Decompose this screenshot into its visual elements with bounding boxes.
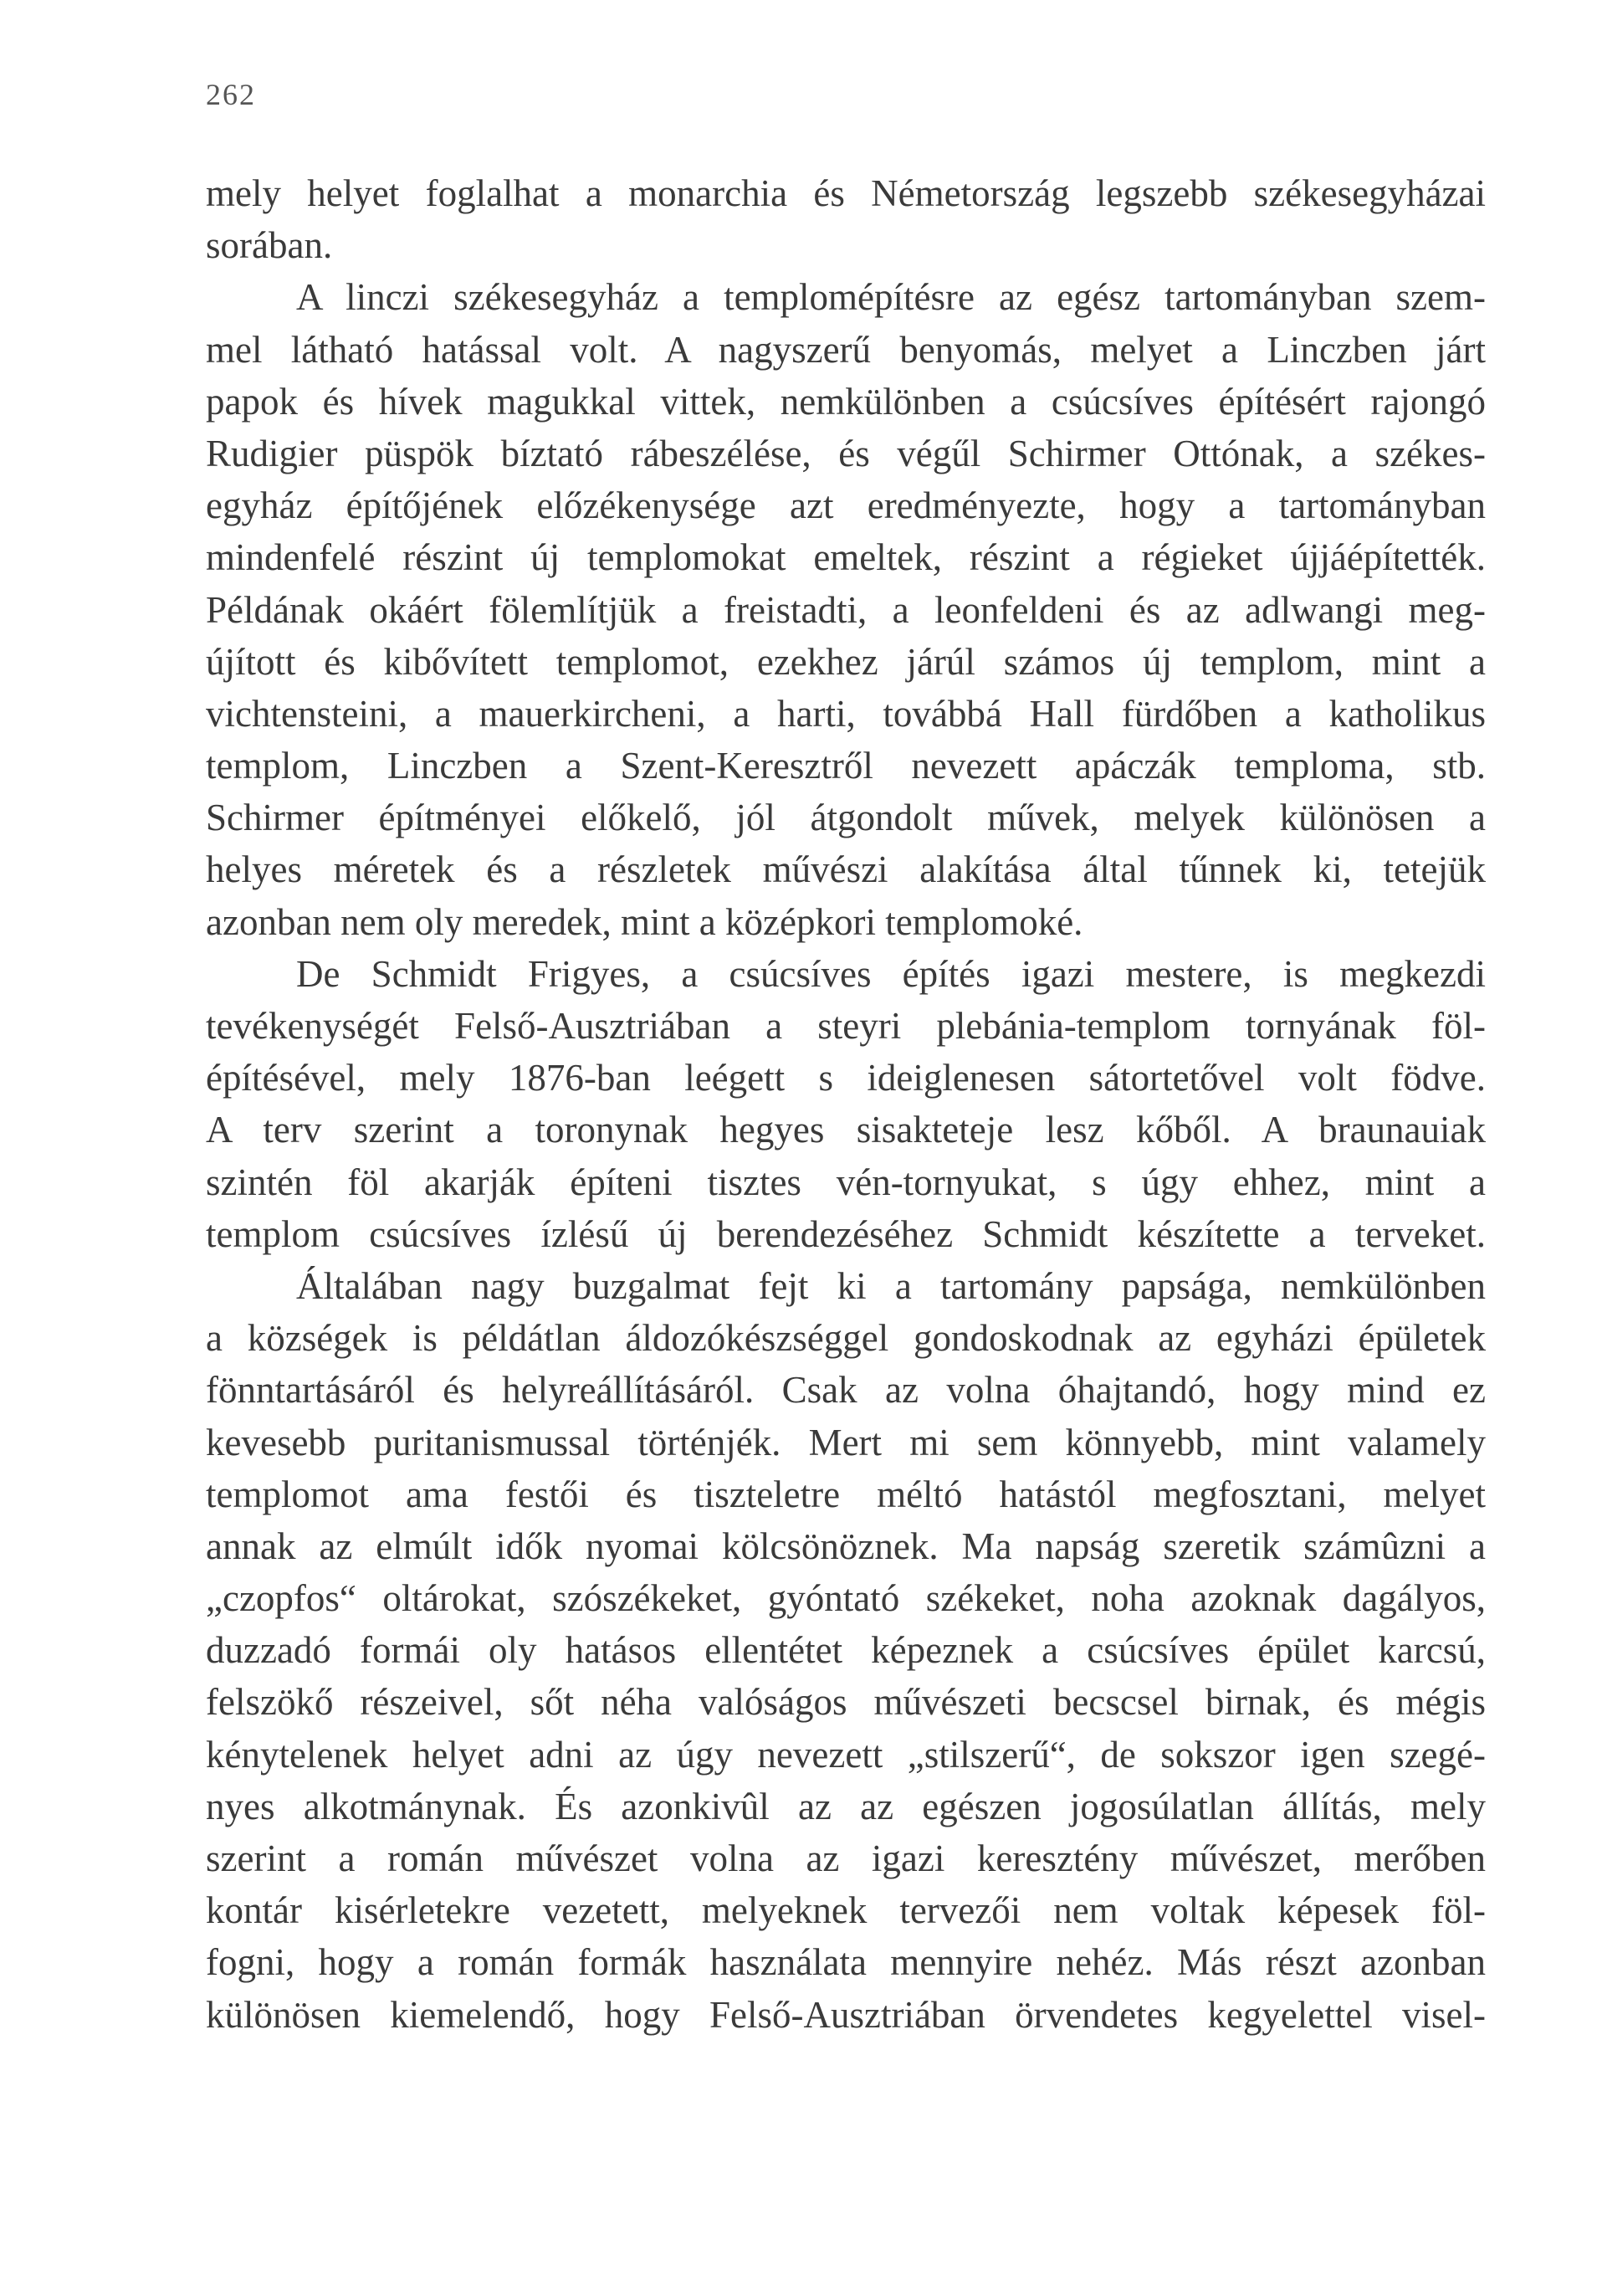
text-line: mely helyet foglalhat a monarchia és Németország legszebb székesegyházai: [206, 172, 1486, 214]
text-line: kénytelenek helyet adni az úgy nevezett „stilszerű“, de sokszor igen szegé-: [206, 1733, 1486, 1776]
text-line: vichtensteini, a mauerkircheni, a harti, továbbá Hall fürdőben a katholikus: [206, 692, 1486, 735]
text-line: kevesebb puritanismussal történjék. Mert mi sem könnyebb, mint valamely: [206, 1421, 1486, 1463]
text-line: újított és kibővített templomot, ezekhez járúl számos új templom, mint a: [206, 640, 1486, 683]
text-line: templom csúcsíves ízlésű új berendezéséhez Schmidt készítette a terveket.: [206, 1212, 1486, 1255]
text-line: Rudigier püspök bíztató rábeszélése, és végűl Schirmer Ottónak, a székes-: [206, 432, 1486, 474]
text-line: egyház építőjének előzékenysége azt eredményezte, hogy a tartományban: [206, 484, 1486, 527]
text-line: azonban nem oly meredek, mint a középkori templomoké.: [206, 900, 1083, 943]
text-line: sorában.: [206, 224, 333, 267]
text-line: fogni, hogy a román formák használata mennyire nehéz. Más részt azonban: [206, 1941, 1486, 1984]
body-text: [206, 167, 1486, 2041]
text-line: a községek is példátlan áldozókészséggel gondoskodnak az egyházi épületek: [206, 1317, 1486, 1360]
text-line: Schirmer építményei előkelő, jól átgondolt művek, melyek különösen a: [206, 797, 1486, 839]
text-line: építésével, mely 1876-ban leégett s ideiglenesen sátortetővel volt födve.: [206, 1057, 1486, 1099]
text-line: „czopfos“ oltárokat, szószékeket, gyóntató székeket, noha azoknak dagályos,: [206, 1577, 1486, 1620]
text-line: szintén föl akarják építeni tisztes vén-tornyukat, s úgy ehhez, mint a: [206, 1161, 1486, 1203]
page-number: 262: [206, 78, 256, 111]
text-line: nyes alkotmánynak. És azonkivûl az az egészen jogosúlatlan állítás, mely: [206, 1785, 1486, 1827]
text-line: De Schmidt Frigyes, a csúcsíves építés igazi mestere, is megkezdi: [296, 952, 1486, 995]
text-line: templomot ama festői és tiszteletre méltó hatástól megfosztani, melyet: [206, 1473, 1486, 1515]
text-line: mel látható hatással volt. A nagyszerű benyomás, melyet a Linczben járt: [206, 328, 1486, 371]
text-line: A terv szerint a toronynak hegyes sisakteteje lesz kőből. A braunauiak: [206, 1109, 1486, 1151]
text-line: duzzadó formái oly hatásos ellentétet képeznek a csúcsíves épület karcsú,: [206, 1629, 1486, 1672]
text-line: papok és hívek magukkal vittek, nemkülönben a csúcsíves építésért rajongó: [206, 380, 1486, 423]
text-line: fönntartásáról és helyreállításáról. Csak az volna óhajtandó, hogy mind ez: [206, 1369, 1486, 1412]
text-line: szerint a román művészet volna az igazi keresztény művészet, merőben: [206, 1837, 1486, 1879]
text-line: annak az elmúlt idők nyomai kölcsönöznek. Ma napság szeretik számûzni a: [206, 1525, 1486, 1567]
text-line: felszökő részeivel, sőt néha valóságos művészeti becscsel birnak, és mégis: [206, 1681, 1486, 1724]
text-line: mindenfelé részint új templomokat emeltek, részint a régieket újjáépítették.: [206, 536, 1486, 579]
text-line: helyes méretek és a részletek művészi alakítása által tűnnek ki, tetejük: [206, 848, 1486, 891]
text-line: templom, Linczben a Szent-Keresztről nevezett apáczák temploma, stb.: [206, 745, 1486, 787]
text-line: A linczi székesegyház a templomépítésre az egész tartományban szem-: [296, 276, 1486, 319]
text-line: Példának okáért fölemlítjük a freistadti, a leonfeldeni és az adlwangi meg-: [206, 588, 1486, 631]
text-line: tevékenységét Felső-Ausztriában a steyri plebánia-templom tornyának föl-: [206, 1005, 1486, 1047]
text-line: kontár kisérletekre vezetett, melyeknek tervezői nem voltak képesek föl-: [206, 1889, 1486, 1932]
text-line: Általában nagy buzgalmat fejt ki a tartomány papsága, nemkülönben: [296, 1264, 1486, 1307]
text-line: különösen kiemelendő, hogy Felső-Ausztriában örvendetes kegyelettel visel-: [206, 1993, 1486, 2036]
